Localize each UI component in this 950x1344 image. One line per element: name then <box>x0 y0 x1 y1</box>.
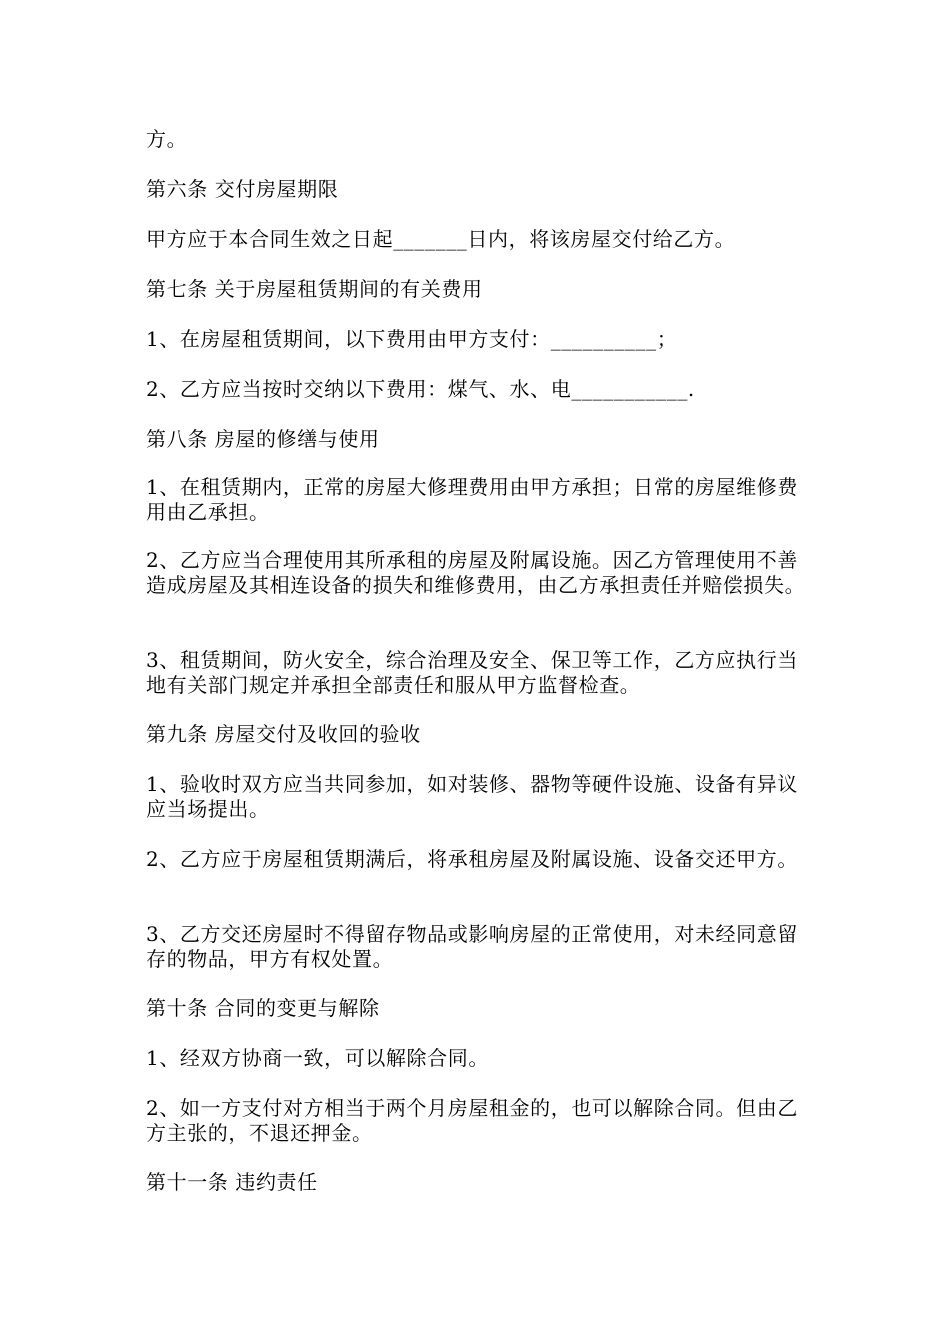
section-heading-6: 第六条 交付房屋期限 <box>146 177 339 201</box>
paragraph: 1、在房屋租赁期间，以下费用由甲方支付：__________； <box>146 327 678 351</box>
section-heading-9: 第九条 房屋交付及收回的验收 <box>146 722 421 746</box>
section-heading-7: 第七条 关于房屋租赁期间的有关费用 <box>146 277 483 301</box>
section-heading-8: 第八条 房屋的修缮与使用 <box>146 427 380 451</box>
section-heading-10: 第十条 合同的变更与解除 <box>146 996 380 1020</box>
paragraph: 2、乙方应当合理使用其所承租的房屋及附属设施。因乙方管理使用不善造成房屋及其相连设备的损失和维修费用，由乙方承担责任并赔偿损失。 <box>146 548 806 597</box>
paragraph-continuation: 方。 <box>146 127 188 151</box>
document-page <box>146 0 816 1344</box>
paragraph: 1、在租赁期内，正常的房屋大修理费用由甲方承担；日常的房屋维修费用由乙承担。 <box>146 475 798 524</box>
paragraph: 甲方应于本合同生效之日起_______日内，将该房屋交付给乙方。 <box>146 227 736 251</box>
paragraph: 3、租赁期间，防火安全，综合治理及安全、保卫等工作，乙方应执行当地有关部门规定并承担全部责任和服从甲方监督检查。 <box>146 648 798 697</box>
paragraph: 3、乙方交还房屋时不得留存物品或影响房屋的正常使用，对未经同意留存的物品，甲方有权处置。 <box>146 922 798 971</box>
section-heading-11: 第十一条 违约责任 <box>146 1170 318 1194</box>
paragraph: 2、乙方应当按时交纳以下费用：煤气、水、电___________. <box>146 377 695 401</box>
paragraph: 1、验收时双方应当共同参加，如对装修、器物等硬件设施、设备有异议应当场提出。 <box>146 772 798 821</box>
paragraph: 2、如一方支付对方相当于两个月房屋租金的，也可以解除合同。但由乙方主张的，不退还押金。 <box>146 1096 798 1145</box>
paragraph: 1、经双方协商一致，可以解除合同。 <box>146 1046 489 1070</box>
paragraph: 2、乙方应于房屋租赁期满后，将承租房屋及附属设施、设备交还甲方。 <box>146 847 798 871</box>
